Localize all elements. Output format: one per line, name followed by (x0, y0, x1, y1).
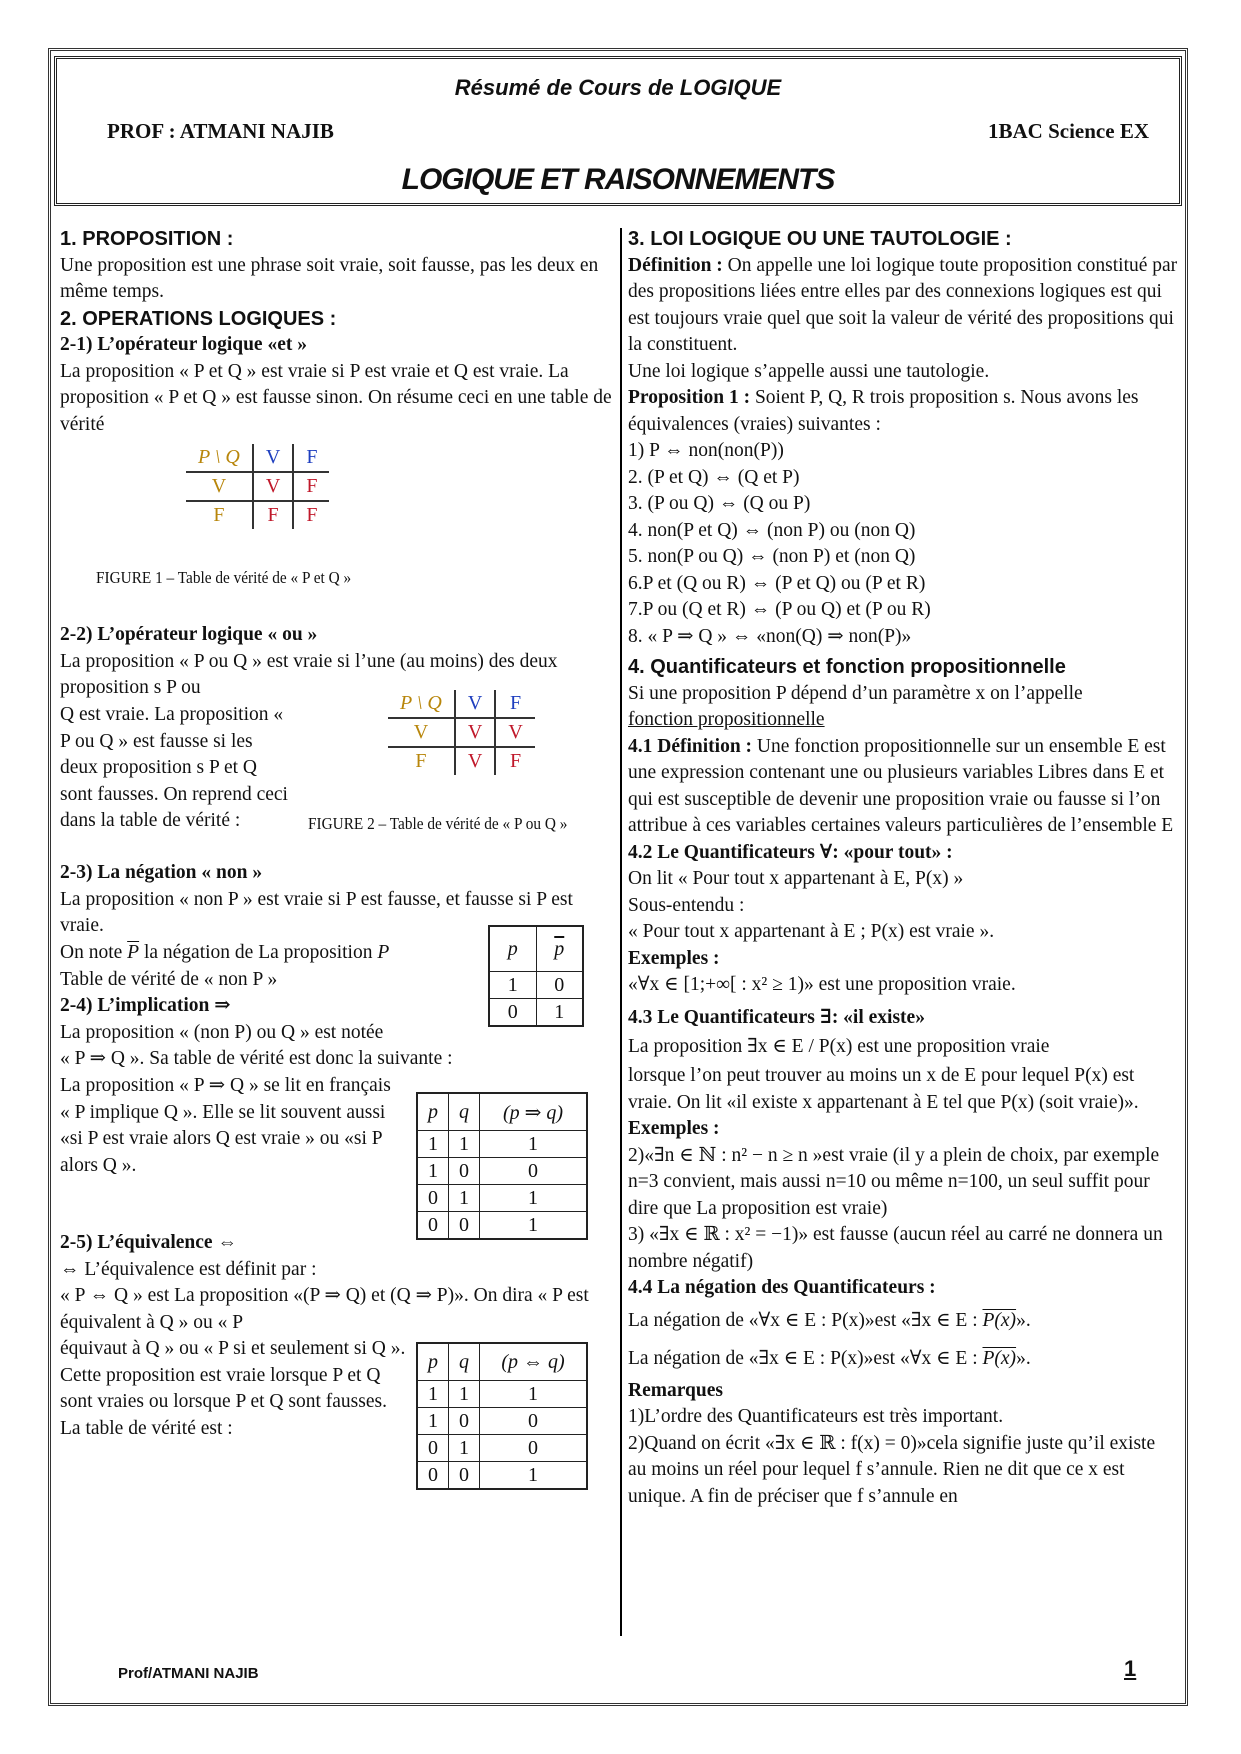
course-title: Résumé de Cours de LOGIQUE (454, 75, 782, 100)
imp-cell: 1 (417, 1131, 449, 1158)
p-symbol: P (377, 942, 390, 963)
law-item: 1) P ⇔ non(non(P)) (628, 440, 784, 461)
section-22-text2-block (60, 702, 290, 835)
figure-2-caption: FIGURE 2 – Table de vérité de « P ou Q » (308, 814, 568, 833)
section-25-text2: « P ⇔ Q » est La proposition «(P ⇒ Q) et (Q ⇒ P)». On dira « P est équivalent à Q » ou « P (60, 1285, 589, 1333)
non-cell: 0 (489, 999, 536, 1027)
section-3-title: 3. LOI LOGIQUE OU UNE TAUTOLOGIE : (628, 228, 1012, 250)
et-cell: F (306, 504, 318, 526)
truth-table-ou (388, 690, 535, 775)
remarks-title: Remarques (628, 1379, 723, 1401)
truth-table-equivalence (416, 1342, 588, 1490)
section-43-text2: lorsque l’on peut trouver au moins un x de E pour lequel P(x) est vraie. On lit «il existe x appartenant à E tel que P(x) (soit vraie)». (628, 1065, 1139, 1113)
imp-head: p (417, 1093, 449, 1131)
ou-col-v: V (455, 690, 495, 718)
section-42-text3: « Pour tout x appartenant à E ; P(x) est vraie ». (628, 921, 995, 942)
et-corner: P \ Q (186, 444, 253, 472)
et-cell: F (253, 501, 293, 529)
section-24-title: 2-4) L’implication ⇒ (60, 995, 231, 1016)
section-24-text1: La proposition « (non P) ou Q » est notée (60, 1021, 384, 1043)
section-25-title: 2-5) L’équivalence ⇔ (60, 1232, 237, 1253)
section-21-title: 2-1) L’opérateur logique «et » (60, 334, 307, 355)
section-43-title: 4.3 Le Quantificateurs ∃: «il existe» (628, 1006, 925, 1028)
remark-1: 1)L’ordre des Quantificateurs est très important. (628, 1406, 1004, 1427)
et-col-v: V (253, 444, 293, 472)
ou-cell: F (509, 750, 522, 772)
section-43-text1: La proposition ∃x ∈ E / P(x) est une proposition vraie (628, 1036, 1050, 1057)
non-head-pbar: $\overline{p}$ (536, 926, 583, 972)
section-41-paragraph (628, 734, 1178, 840)
ou-corner: P \ Q (388, 690, 455, 718)
negation-forall (628, 1302, 1178, 1340)
equiv-cell: 0 (449, 1462, 480, 1490)
section-24-text2: « P ⇒ Q ». Sa table de vérité est donc la suivante : (60, 1048, 453, 1069)
section-1-text: Une proposition est une phrase soit vraie, soit fausse, pas les deux en même temps. (60, 254, 599, 302)
equiv-cell: 1 (449, 1435, 480, 1462)
negation-exists-c: ». (1016, 1347, 1031, 1369)
footer-author: Prof/ATMANI NAJIB (118, 1665, 259, 1682)
examples-label: Exemples : (628, 947, 720, 969)
section-23-note-line (60, 940, 480, 967)
imp-cell: 1 (480, 1131, 588, 1158)
section-41-label: 4.1 Définition : (628, 735, 753, 757)
equiv-cell: 0 (417, 1435, 449, 1462)
section-4-title: 4. Quantificateurs et fonction propositionnelle (628, 656, 1066, 678)
section-25-desc (60, 1336, 410, 1442)
main-title: LOGIQUE ET RAISONNEMENTS (401, 163, 835, 196)
section-25-text1: ⇔ L’équivalence est définit par : (60, 1258, 317, 1280)
imp-cell: 0 (449, 1212, 480, 1240)
non-cell: 0 (536, 972, 583, 999)
et-row-f: F (186, 501, 253, 529)
equiv-cell: 1 (417, 1381, 449, 1408)
law-item: 4. non(P et Q) ⇔ (non P) ou (non Q) (628, 519, 916, 541)
law-item: 2. (P et Q) ⇔ (Q et P) (628, 466, 800, 488)
equiv-cell: 1 (449, 1381, 480, 1408)
equiv-cell: 1 (480, 1381, 588, 1408)
ou-cell: V (455, 718, 495, 747)
section-23-text2: On note (60, 942, 123, 963)
section-4-text: Si une proposition P dépend d’un paramètre x on l’appelle (628, 682, 1083, 704)
figure-1-et-table (186, 444, 329, 529)
section-43-example1: 2)«∃n ∈ ℕ : n² − n ≥ n »est vraie (il y a plein de choix, par exemple n=3 convient, mais aussi n=10 ou même n=100, un seul suffit pour dire que La proposition est vraie) (628, 1144, 1160, 1219)
equiv-head: p (417, 1343, 449, 1381)
definition-label: Définition : (628, 254, 723, 276)
imp-cell: 1 (449, 1131, 480, 1158)
negation-exists (628, 1340, 1178, 1378)
section-43-example2: 3) «∃x ∈ ℝ : x² = −1)» est fausse (aucun réel au carré ne donnera un nombre négatif) (628, 1224, 1163, 1272)
section-23-text1: La proposition « non P » est vraie si P est fausse, et fausse si P est vraie. (60, 888, 573, 936)
section-41-text: Une fonction propositionnelle sur un ensemble E est une expression contenant une ou plusieurs variables Libres dans E et qui est susceptible de devenir une proposition vraie ou fausse si l’on attribue à ces variables certaines valeurs particulières de l’ensemble E (628, 735, 1174, 836)
law-item: 8. « P ⇒ Q » ⇔ «non(Q) ⇒ non(P)» (628, 625, 912, 647)
equiv-head: (p ⇔ q) (480, 1343, 588, 1381)
truth-table-implication (416, 1092, 588, 1240)
proposition-text: Soient P, Q, R trois proposition s. Nous avons les équivalences (vraies) suivantes : (628, 387, 1139, 435)
table-equivalence (416, 1342, 588, 1490)
section-24-text3: La proposition « P ⇒ Q » se lit en français (60, 1075, 391, 1096)
imp-cell: 0 (480, 1158, 588, 1185)
non-head-p: p (489, 926, 536, 972)
proposition-label: Proposition 1 : (628, 387, 751, 408)
law-item: 7.P ou (Q et R) ⇔ (P ou Q) et (P ou R) (628, 599, 931, 620)
ou-row-f: F (388, 747, 455, 775)
section-1-title: 1. PROPOSITION : (60, 228, 234, 250)
non-cell: 1 (536, 999, 583, 1027)
equiv-cell: 0 (480, 1435, 588, 1462)
section-25-text3: équivaut à Q » ou « P si et seulement si Q ». Cette proposition est vraie lorsque P et Q sont vraies ou lorsque P et Q sont fausses. La table de vérité est : (60, 1338, 406, 1439)
remark-2: 2)Quand on écrit «∃x ∈ ℝ : f(x) = 0)»cela signifie juste qu’il existe au moins un réel pour lequel f s’annule. Rien ne dit que ce x est unique. A fin de préciser que f s’annule en (628, 1432, 1156, 1507)
imp-cell: 1 (417, 1158, 449, 1185)
proposition-paragraph (628, 385, 1178, 438)
ou-col-f: F (509, 692, 522, 714)
imp-head: q (449, 1093, 480, 1131)
class-name: 1BAC Science EX (988, 119, 1149, 143)
equiv-cell: 0 (417, 1462, 449, 1490)
negation-forall-a: La négation de «∀x ∈ E : P(x)»est «∃x ∈ E : (628, 1309, 983, 1331)
law-item: 5. non(P ou Q) ⇔ (non P) et (non Q) (628, 546, 916, 567)
section-42-text1: On lit « Pour tout x appartenant à E, P(x) » (628, 868, 964, 889)
ou-cell: V (508, 721, 523, 743)
law-item: 3. (P ou Q) ⇔ (Q ou P) (628, 493, 811, 514)
negation-exists-b: P(x) (982, 1347, 1017, 1369)
section-22-title: 2-2) L’opérateur logique « ou » (60, 624, 318, 645)
et-row-v: V (186, 472, 253, 501)
non-cell: 1 (489, 972, 536, 999)
table-implication (416, 1092, 588, 1240)
definition-text2: Une loi logique s’appelle aussi une tautologie. (628, 360, 990, 382)
page-number: 1 (1124, 1656, 1137, 1681)
section-21-text: La proposition « P et Q » est vraie si P est vraie et Q est vraie. La proposition « P et Q » est fausse sinon. On résume ceci en une table de vérité (60, 360, 612, 435)
section-25-block (60, 1230, 612, 1336)
figure-1-caption: FIGURE 1 – Table de vérité de « P et Q » (96, 568, 352, 587)
section-23-note (60, 940, 480, 993)
negation-forall-b: P(x) (982, 1309, 1017, 1331)
section-24-desc (60, 1073, 410, 1179)
ou-cell: V (455, 747, 495, 775)
section-23-text4: Table de vérité de « non P » (60, 968, 278, 990)
negation-exists-a: La négation de «∃x ∈ E : P(x)»est «∀x ∈ E : (628, 1347, 983, 1369)
section-23-title: 2-3) La négation « non » (60, 862, 263, 883)
et-cell: F (306, 475, 318, 497)
section-42-title: 4.2 Le Quantificateurs ∀: «pour tout» : (628, 841, 953, 863)
definition-text: On appelle une loi logique toute proposition constitué par des propositions liées entre elles par des connexions logiques est qui est toujours vraie quel que soit la valeur de vérité des propositions qui la constituent. (628, 254, 1178, 355)
section-42-text2: Sous-entendu : (628, 894, 745, 916)
section-24-text4: « P implique Q ». Elle se lit souvent aussi «si P est vraie alors Q est vraie » ou «si P alors Q ». (60, 1101, 386, 1176)
section-4-link: fonction propositionnelle (628, 709, 825, 730)
imp-cell: 0 (417, 1185, 449, 1212)
figure-2-ou-table (388, 690, 535, 775)
negation-forall-c: ». (1016, 1309, 1031, 1331)
imp-cell: 1 (480, 1212, 588, 1240)
imp-head: (p ⇒ q) (480, 1093, 588, 1131)
equiv-cell: 1 (480, 1462, 588, 1490)
right-column (628, 226, 1178, 1510)
et-col-f: F (306, 446, 318, 468)
header-box (54, 56, 1182, 206)
section-22-text2: Q est vraie. La proposition « P ou Q » est fausse si les deux proposition s P et Q sont fausses. On reprend ceci dans la table de vérité : (60, 704, 288, 831)
equiv-cell: 0 (480, 1408, 588, 1435)
truth-table-et (186, 444, 329, 529)
examples-label-2: Exemples : (628, 1118, 720, 1139)
left-column (60, 226, 612, 438)
section-44-title: 4.4 La négation des Quantificateurs : (628, 1277, 936, 1298)
law-item: 6.P et (Q ou R) ⇔ (P et Q) ou (P et R) (628, 572, 926, 594)
section-42-example: «∀x ∈ [1;+∞[ : x² ≥ 1)» est une proposition vraie. (628, 974, 1016, 995)
et-cell: V (253, 472, 293, 501)
prof-name: PROF : ATMANI NAJIB (107, 119, 334, 143)
p-bar-symbol: $\overline{P}$ (127, 942, 140, 963)
equiv-head: q (449, 1343, 480, 1381)
imp-cell: 1 (480, 1185, 588, 1212)
imp-cell: 0 (417, 1212, 449, 1240)
section-23-text3: la négation de La proposition (143, 942, 373, 963)
ou-row-v: V (388, 718, 455, 747)
equiv-cell: 0 (449, 1408, 480, 1435)
column-divider (620, 228, 622, 1636)
section-2-title: 2. OPERATIONS LOGIQUES : (60, 307, 337, 330)
definition-paragraph (628, 253, 1178, 359)
section-24-block (60, 993, 612, 1073)
imp-cell: 0 (449, 1158, 480, 1185)
equiv-cell: 1 (417, 1408, 449, 1435)
imp-cell: 1 (449, 1185, 480, 1212)
section-22-text1: La proposition « P ou Q » est vraie si l’une (au moins) des deux proposition s P ou (60, 650, 558, 698)
